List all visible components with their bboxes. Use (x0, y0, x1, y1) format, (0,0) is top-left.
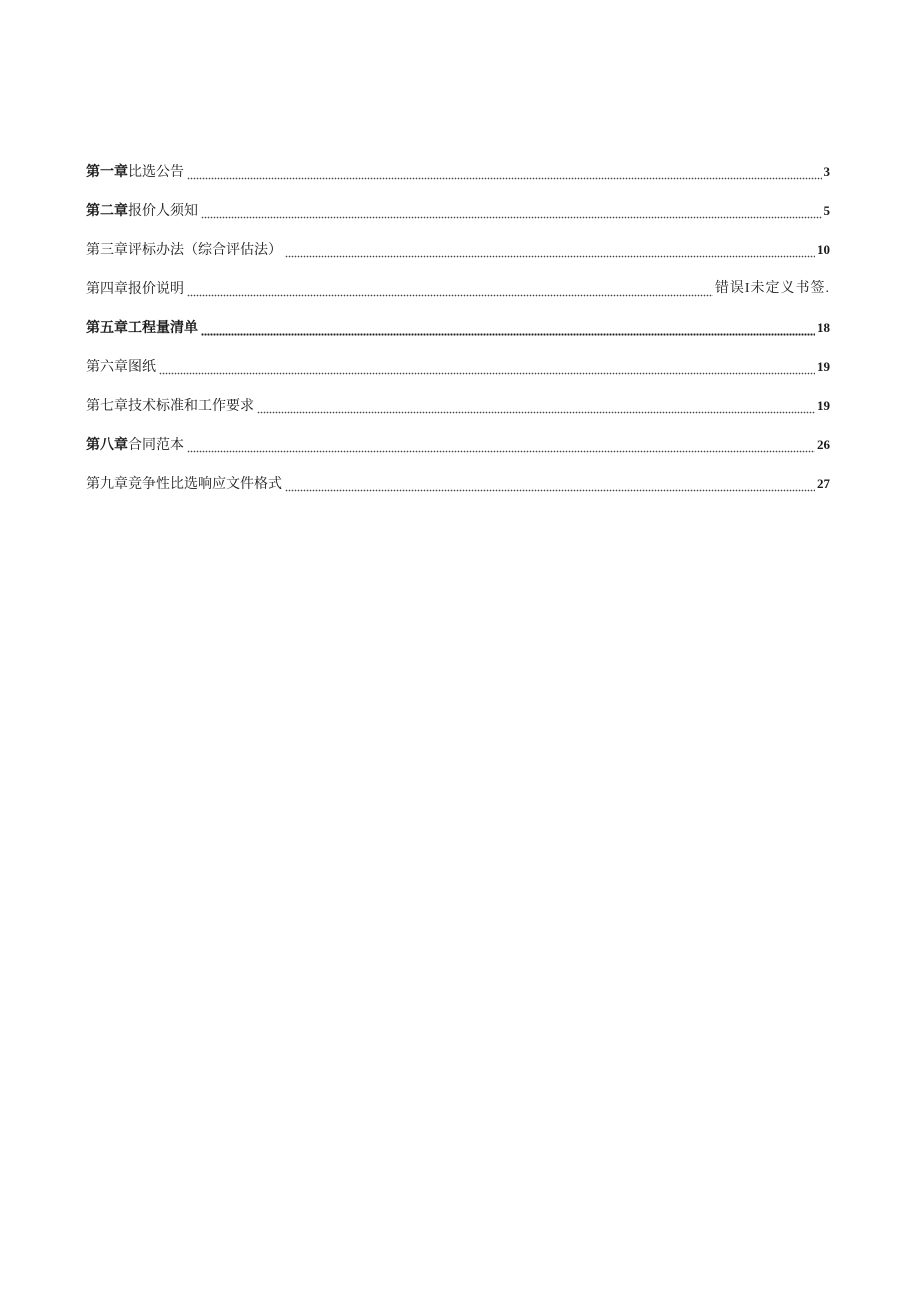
toc-dot-leader (187, 283, 713, 297)
toc-chapter-title: 合同范本 (128, 436, 184, 453)
toc-entry-chapter-8[interactable] (86, 425, 830, 464)
toc-chapter-number: 第六章 (86, 358, 128, 375)
toc-dot-leader (187, 166, 822, 180)
toc-entry-chapter-1[interactable] (86, 152, 830, 191)
toc-entry-chapter-5[interactable] (86, 308, 830, 347)
toc-page-number: 26 (817, 436, 830, 452)
toc-page-number: 3 (823, 163, 830, 179)
toc-entry-label (86, 240, 282, 260)
toc-entry-label (86, 396, 254, 416)
toc-entry-label (86, 201, 198, 221)
toc-chapter-number: 第九章 (86, 475, 128, 492)
toc-dot-leader (285, 244, 815, 258)
toc-entry-label (86, 162, 184, 182)
toc-entry-chapter-2[interactable] (86, 191, 830, 230)
toc-entry-label (86, 474, 282, 494)
toc-chapter-number: 第四章 (86, 280, 128, 297)
toc-chapter-title: 报价说明 (128, 280, 184, 297)
toc-page-number: 27 (817, 475, 830, 491)
table-of-contents (86, 152, 830, 503)
toc-dot-leader (257, 400, 815, 414)
toc-chapter-title: 比选公告 (128, 163, 184, 180)
toc-entry-chapter-3[interactable] (86, 230, 830, 269)
toc-entry-chapter-4[interactable] (86, 269, 830, 308)
toc-chapter-title: 技术标准和工作要求 (128, 397, 254, 414)
toc-entry-chapter-7[interactable] (86, 386, 830, 425)
toc-page-number: 19 (817, 358, 830, 374)
toc-chapter-number: 第二章 (86, 202, 128, 219)
toc-page-error-message: 错误I未定义书签. (714, 280, 830, 296)
toc-page-number: 5 (823, 202, 830, 218)
toc-page-number: 18 (817, 319, 830, 335)
toc-dot-leader (187, 439, 815, 453)
toc-entry-chapter-9[interactable] (86, 464, 830, 503)
toc-chapter-title: 竞争性比选响应文件格式 (128, 475, 282, 492)
toc-chapter-number: 第五章 (86, 319, 128, 336)
toc-chapter-title: 报价人须知 (128, 202, 198, 219)
toc-chapter-number: 第七章 (86, 397, 128, 414)
toc-entry-label (86, 318, 198, 338)
toc-chapter-number: 第八章 (86, 436, 128, 453)
toc-chapter-number: 第一章 (86, 163, 128, 180)
toc-entry-label (86, 435, 184, 455)
toc-chapter-number: 第三章 (86, 241, 128, 258)
toc-entry-chapter-6[interactable] (86, 347, 830, 386)
toc-entry-label (86, 279, 184, 299)
toc-dot-leader (159, 361, 815, 375)
toc-dot-leader (201, 322, 815, 336)
toc-dot-leader (285, 478, 815, 492)
toc-chapter-title: 评标办法（综合评估法） (128, 241, 282, 258)
toc-dot-leader (201, 205, 822, 219)
toc-entry-label (86, 357, 156, 377)
toc-page-number: 10 (817, 241, 830, 257)
toc-page-number: 19 (817, 397, 830, 413)
toc-chapter-title: 工程量清单 (128, 319, 198, 336)
toc-chapter-title: 图纸 (128, 358, 156, 375)
